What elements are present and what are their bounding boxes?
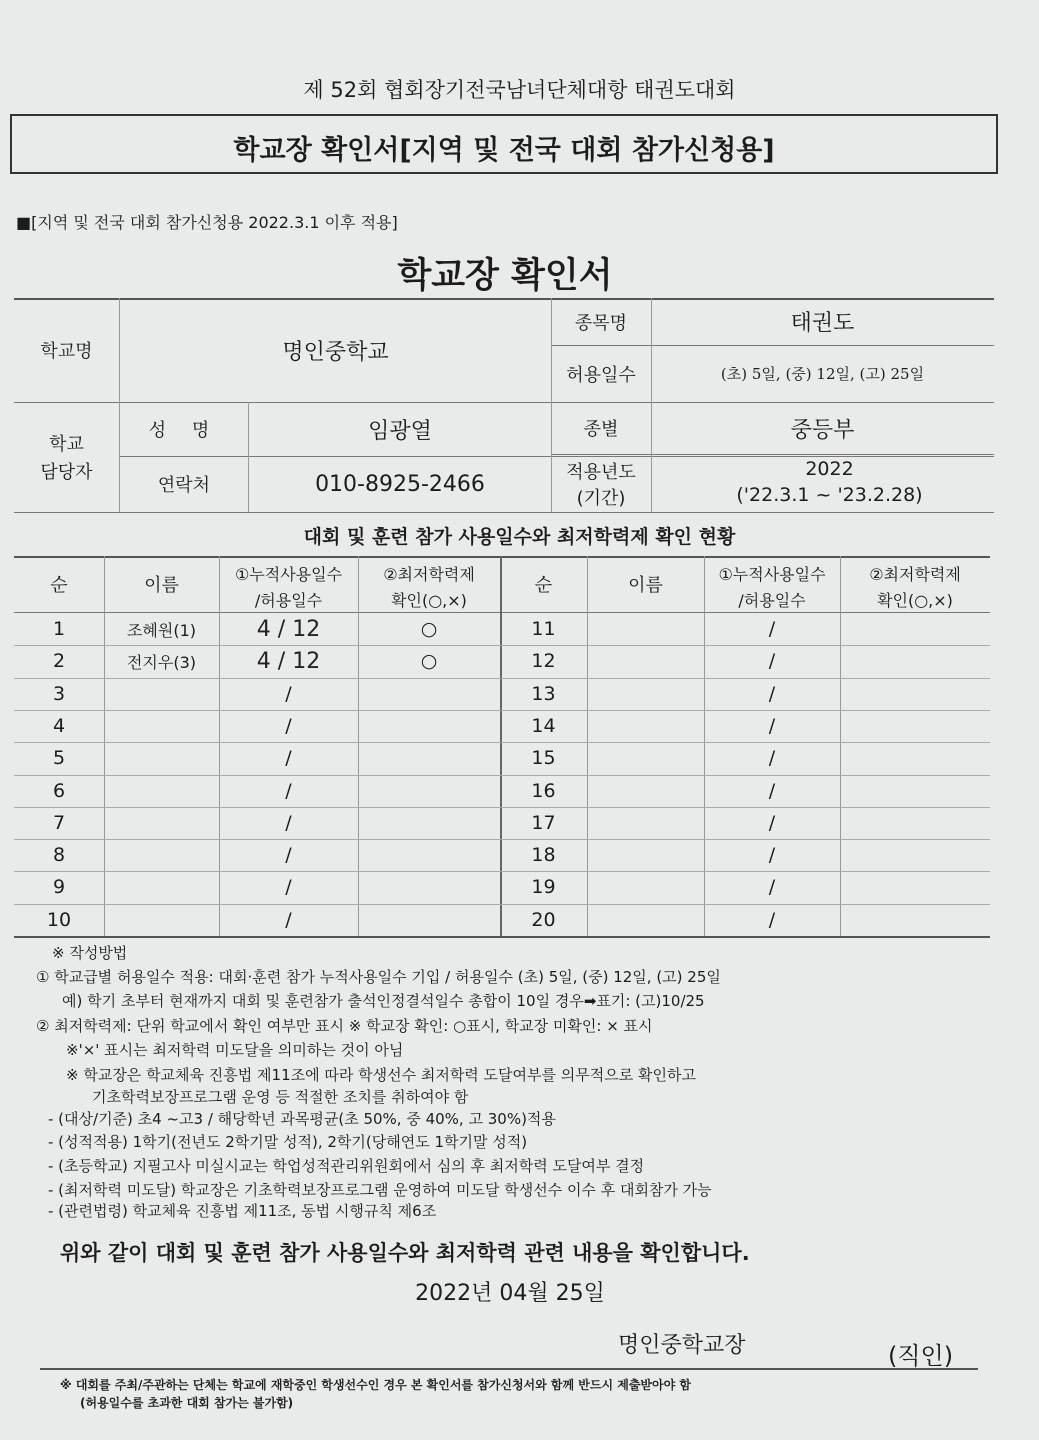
right-row-4-check [840,710,990,742]
left-row-9-no: 9 [52,876,66,898]
col-days-left-2: /허용일수 [254,591,323,610]
right-row-3-days: / [768,683,776,705]
left-row-3-name [104,678,219,710]
note-line-1: ① 학교급별 허용일수 적용: 대회·훈련 참가 누적사용일수 기입 / 허용일수 (초) 5일, (중) 12일, (고) 25일 [36,968,721,986]
left-row-7-name [104,807,219,839]
col-days-right-2: /허용일수 [738,591,806,610]
boxed-title: 학교장 확인서[지역 및 전국 대회 참가신청용] [233,135,775,166]
left-row-5-name [104,742,219,774]
right-row-9-name [587,871,704,903]
allowed-days-label: 허용일수 [566,364,636,386]
col-days-right-1: ①누적사용일수 [718,565,826,584]
left-row-4-no: 4 [52,715,66,737]
right-row-1-check [840,613,990,645]
manager-label-1: 학교 [49,434,84,455]
right-row-9-no: 19 [531,876,556,898]
school-name-value: 명인중학교 [282,339,389,365]
left-row-9-check [358,871,500,903]
note-line-6: 기초학력보장프로그램 운영 등 적절한 조치를 취하여야 함 [92,1088,469,1106]
year-value-1: 2022 [805,458,854,480]
right-row-2-name [587,645,704,677]
right-row-2-days: / [768,650,776,672]
right-row-7-no: 17 [531,812,556,834]
left-row-1-days: 4 / 12 [256,616,321,642]
left-row-6-no: 6 [52,780,66,802]
left-row-6-check [358,775,500,807]
right-row-3-check [840,678,990,710]
right-row-3-no: 13 [531,683,556,705]
right-row-7-name [587,807,704,839]
left-row-3-days: / [285,683,292,705]
seal-placeholder: (직인) [888,1342,954,1370]
left-row-4-check [358,710,500,742]
left-row-6-name [104,775,219,807]
year-label-1: 적용년도 [566,462,636,483]
left-row-8-days: / [285,844,292,866]
right-row-5-check [840,742,990,774]
category-label: 종별 [583,419,619,440]
right-row-10-check [840,904,990,936]
right-row-2-no: 12 [531,650,556,672]
footer-rule [40,1368,978,1370]
left-row-8-check [358,839,500,871]
left-row-7-no: 7 [52,812,66,834]
footer-line-2: (허용일수를 초과한 대회 참가는 불가함) [80,1396,294,1410]
right-row-10-days: / [768,909,776,931]
right-row-6-check [840,775,990,807]
right-row-10-name [587,904,704,936]
right-row-10-no: 20 [531,909,556,931]
category-value: 중등부 [790,417,855,443]
school-name-label: 학교명 [40,341,93,362]
right-row-4-days: / [768,715,776,737]
left-row-3-check [358,678,500,710]
right-row-3-name [587,678,704,710]
notes-heading: ※ 작성방법 [52,944,128,962]
left-row-1-no: 1 [52,618,66,640]
right-row-8-days: / [768,844,776,866]
right-row-2-check [840,645,990,677]
right-row-4-no: 14 [531,715,556,737]
notice-line: ■[지역 및 전국 대회 참가신청용 2022.3.1 이후 적용] [16,213,398,232]
right-row-1-no: 11 [531,618,556,640]
left-row-10-name [104,904,219,936]
left-row-10-no: 10 [46,909,72,931]
right-row-8-check [840,839,990,871]
col-name-left: 이름 [144,575,179,596]
col-check-left-1: ②최저학력제 [383,565,475,584]
right-row-6-days: / [768,780,776,802]
left-row-3-no: 3 [52,683,66,705]
main-title: 학교장 확인서 [397,256,613,296]
note-line-2: 예) 학기 초부터 현재까지 대회 및 훈련참가 출석인정결석일수 총합이 10일 경우➡표기: (고)10/25 [62,992,705,1010]
right-row-7-check [840,807,990,839]
left-row-2-name: 전지우(3) [126,652,197,672]
left-row-2-check: ○ [420,650,438,672]
note-line-3: ② 최저학력제: 단위 학교에서 확인 여부만 표시 ※ 학교장 확인: ○표시, 학교장 미확인: × 표시 [36,1017,653,1035]
right-row-4-name [587,710,704,742]
sport-value: 태권도 [790,311,855,336]
right-row-9-days: / [768,876,776,898]
left-row-1-name: 조혜원(1) [126,620,197,640]
left-row-1-check: ○ [420,618,438,640]
col-no-right: 순 [534,575,553,596]
left-row-2-no: 2 [52,650,66,672]
right-row-5-no: 15 [531,747,556,769]
contact-label: 연락처 [157,475,211,496]
note-line-4: ※'×' 표시는 최저학력 미도달을 의미하는 것이 아님 [66,1041,404,1059]
confirm-statement: 위와 같이 대회 및 훈련 참가 사용일수와 최저학력 관련 내용을 확인합니다. [60,1241,750,1265]
right-row-6-name [587,775,704,807]
col-days-left-1: ①누적사용일수 [234,565,343,584]
left-row-7-check [358,807,500,839]
left-row-7-days: / [285,812,292,834]
year-label-2: (기간) [576,488,626,509]
confirm-date: 2022년 04월 25일 [415,1281,605,1306]
right-row-8-no: 18 [531,844,556,866]
footer-line-1: ※ 대회를 주최/주관하는 단체는 학교에 재학중인 학생선수인 경우 본 확인서를 참가신청서와 함께 반드시 제출받아야 함 [60,1378,691,1392]
note-line-8: - (성적적용) 1학기(전년도 2학기말 성적), 2학기(당해연도 1학기말 성적) [48,1133,528,1151]
manager-label-2: 담당자 [40,462,93,483]
left-row-5-days: / [285,747,292,769]
note-line-7: - (대상/기준) 초4 ~고3 / 해당학년 과목평균(초 50%, 중 40%, 고 30%)적용 [48,1110,556,1128]
right-row-5-name [587,742,704,774]
left-row-6-days: / [285,780,292,802]
left-row-5-no: 5 [52,747,66,769]
left-row-4-name [104,710,219,742]
col-check-left-2: 확인(○,×) [391,591,467,610]
right-row-6-no: 16 [531,780,556,802]
left-row-9-days: / [285,876,292,898]
left-row-8-name [104,839,219,871]
right-row-1-days: / [768,618,776,640]
col-name-right: 이름 [628,575,663,596]
sport-label: 종목명 [574,312,628,334]
note-line-11: - (관련법령) 학교체육 진흥법 제11조, 동법 시행규칙 제6조 [48,1202,437,1220]
allowed-days-value: (초) 5일, (중) 12일, (고) 25일 [720,365,925,383]
left-row-4-days: / [285,715,292,737]
contact-value: 010-8925-2466 [315,471,485,497]
right-row-5-days: / [768,747,776,769]
col-no-left: 순 [50,575,68,596]
note-line-5: ※ 학교장은 학교체육 진흥법 제11조에 따라 학생선수 최저학력 도달여부를 의무적으로 확인하고 [66,1066,696,1084]
left-row-10-check [358,904,500,936]
left-row-8-no: 8 [52,844,66,866]
competition-title: 제 52회 협회장기전국남녀단체대항 태권도대회 [303,78,736,102]
left-row-2-days: 4 / 12 [256,648,321,674]
name-value: 임광열 [368,418,432,444]
col-check-right-2: 확인(○,×) [877,591,953,610]
note-line-10: - (최저학력 미도달) 학교장은 기초학력보장프로그램 운영하여 미도달 학생선수 이수 후 대회참가 가능 [48,1181,712,1199]
note-line-9: - (초등학교) 지필고사 미실시교는 학업성적관리위원회에서 심의 후 최저학력 도달여부 결정 [48,1157,645,1175]
left-row-10-days: / [285,909,292,931]
left-row-5-check [358,742,500,774]
right-row-8-name [587,839,704,871]
principal-name: 명인중학교장 [618,1333,746,1358]
status-title: 대회 및 훈련 참가 사용일수와 최저학력제 확인 현황 [303,526,736,548]
right-row-1-name [587,613,704,645]
col-check-right-1: ②최저학력제 [869,565,961,584]
left-row-9-name [104,871,219,903]
year-value-2: ('22.3.1 ~ '23.2.28) [736,484,923,506]
name-label: 성 명 [148,420,220,441]
right-row-9-check [840,871,990,903]
right-row-7-days: / [768,812,776,834]
